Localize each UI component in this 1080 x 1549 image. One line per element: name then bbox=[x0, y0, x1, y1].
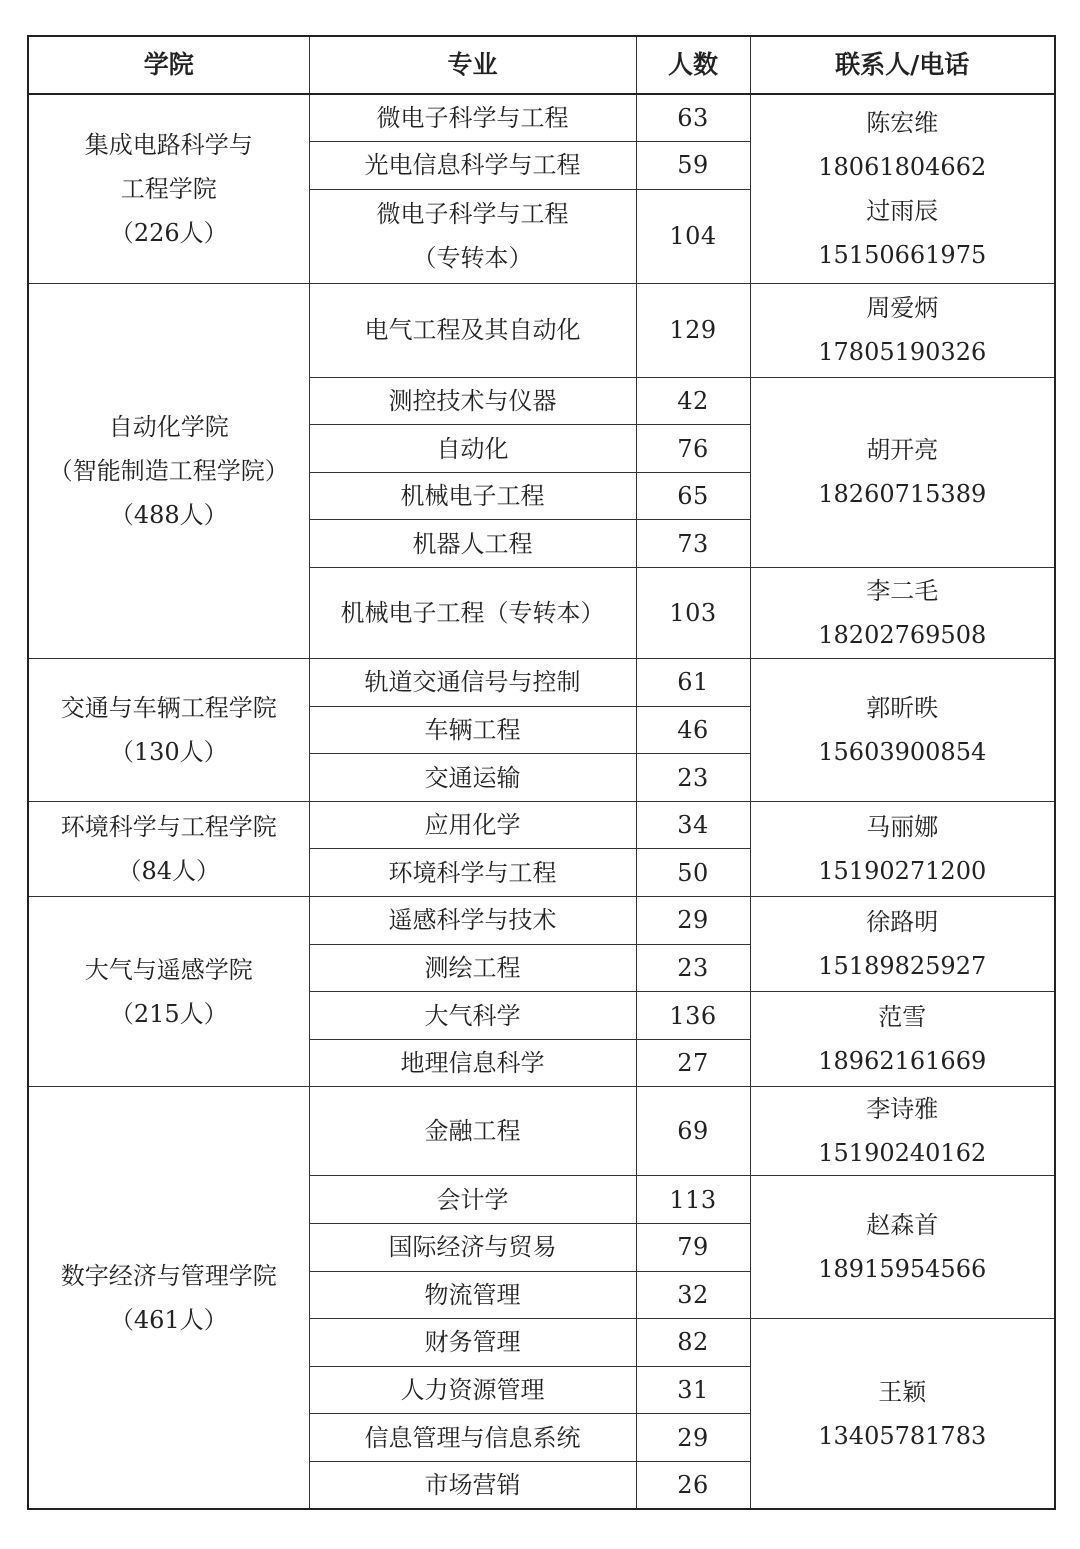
cell-line: 交通与车辆工程学院 bbox=[60, 693, 277, 722]
major-cell bbox=[309, 1366, 636, 1414]
count-cell: 82 bbox=[636, 1319, 750, 1367]
major-cell bbox=[309, 189, 636, 283]
cell-line: 范雪 bbox=[878, 1003, 927, 1032]
cell-line: 光电信息科学与工程 bbox=[364, 151, 581, 180]
major-cell bbox=[309, 142, 636, 190]
count-cell: 50 bbox=[636, 849, 750, 897]
cell-line: 机器人工程 bbox=[412, 529, 533, 558]
major-cell bbox=[309, 94, 636, 142]
count-cell: 104 bbox=[636, 189, 750, 283]
college-cell bbox=[28, 659, 309, 802]
cell-line: （智能制造工程学院） bbox=[48, 456, 289, 485]
major-cell bbox=[309, 1224, 636, 1272]
count-cell: 79 bbox=[636, 1224, 750, 1272]
table-body bbox=[28, 94, 1055, 1509]
cell-line: 物流管理 bbox=[424, 1280, 521, 1309]
cell-line: 集成电路科学与 bbox=[84, 130, 253, 159]
cell-line: 微电子科学与工程 bbox=[376, 104, 569, 133]
major-cell bbox=[309, 472, 636, 520]
cell-line: 18260715389 bbox=[818, 480, 987, 509]
major-cell bbox=[309, 1319, 636, 1367]
contact-cell bbox=[750, 1176, 1055, 1319]
contact-cell bbox=[750, 897, 1055, 992]
cell-line: （461人） bbox=[109, 1305, 228, 1334]
contact-cell bbox=[750, 801, 1055, 896]
header-major: 专业 bbox=[309, 36, 636, 94]
table-row bbox=[28, 94, 1055, 142]
major-cell bbox=[309, 283, 636, 377]
contact-cell bbox=[750, 1087, 1055, 1176]
cell-line: 机械电子工程 bbox=[400, 482, 545, 511]
major-cell bbox=[309, 1271, 636, 1319]
table-row bbox=[28, 659, 1055, 707]
cell-line: 陈宏维 bbox=[866, 108, 939, 137]
cell-line: 马丽娜 bbox=[866, 812, 939, 841]
cell-line: 工程学院 bbox=[120, 174, 217, 203]
count-cell: 32 bbox=[636, 1271, 750, 1319]
college-cell bbox=[28, 801, 309, 896]
major-cell bbox=[309, 377, 636, 425]
cell-line: （488人） bbox=[109, 500, 228, 529]
count-cell: 26 bbox=[636, 1461, 750, 1509]
contact-cell bbox=[750, 283, 1055, 377]
cell-line: 信息管理与信息系统 bbox=[364, 1423, 581, 1452]
count-cell: 61 bbox=[636, 659, 750, 707]
cell-line: 地理信息科学 bbox=[400, 1049, 545, 1078]
major-cell bbox=[309, 897, 636, 945]
cell-line: 市场营销 bbox=[424, 1471, 521, 1500]
major-cell bbox=[309, 1039, 636, 1087]
cell-line: 微电子科学与工程 bbox=[376, 200, 569, 229]
count-cell: 23 bbox=[636, 944, 750, 992]
table-row bbox=[28, 801, 1055, 849]
major-cell bbox=[309, 849, 636, 897]
college-cell bbox=[28, 1087, 309, 1509]
cell-line: 环境科学与工程 bbox=[388, 858, 557, 887]
college-cell bbox=[28, 94, 309, 283]
contact-cell bbox=[750, 992, 1055, 1087]
major-cell bbox=[309, 568, 636, 659]
cell-line: （215人） bbox=[109, 999, 228, 1028]
cell-line: （226人） bbox=[109, 218, 228, 247]
cell-line: 大气科学 bbox=[424, 1001, 521, 1030]
major-cell bbox=[309, 801, 636, 849]
major-cell bbox=[309, 1176, 636, 1224]
cell-line: 李诗雅 bbox=[866, 1095, 939, 1124]
cell-line: 数字经济与管理学院 bbox=[60, 1261, 277, 1290]
cell-line: 18202769508 bbox=[818, 621, 987, 650]
cell-line: 自动化 bbox=[436, 434, 509, 463]
count-cell: 136 bbox=[636, 992, 750, 1040]
cell-line: 17805190326 bbox=[818, 338, 987, 367]
cell-line: 18061804662 bbox=[818, 152, 987, 181]
header-row bbox=[28, 36, 1055, 94]
cell-line: 过雨辰 bbox=[866, 196, 939, 225]
college-cell bbox=[28, 897, 309, 1087]
major-cell bbox=[309, 1414, 636, 1462]
major-cell bbox=[309, 1461, 636, 1509]
cell-line: 国际经济与贸易 bbox=[388, 1233, 557, 1262]
count-cell: 103 bbox=[636, 568, 750, 659]
count-cell: 69 bbox=[636, 1087, 750, 1176]
table-row bbox=[28, 283, 1055, 377]
cell-line: 15603900854 bbox=[818, 737, 987, 766]
major-cell bbox=[309, 992, 636, 1040]
cell-line: 周爱炳 bbox=[866, 294, 939, 323]
cell-line: 环境科学与工程学院 bbox=[60, 812, 277, 841]
contact-cell bbox=[750, 94, 1055, 283]
cell-line: 电气工程及其自动化 bbox=[364, 316, 581, 345]
count-cell: 46 bbox=[636, 706, 750, 754]
count-cell: 29 bbox=[636, 1414, 750, 1462]
cell-line: 人力资源管理 bbox=[400, 1376, 545, 1405]
cell-line: 车辆工程 bbox=[424, 715, 521, 744]
contact-cell bbox=[750, 377, 1055, 567]
cell-line: 测绘工程 bbox=[424, 953, 521, 982]
count-cell: 63 bbox=[636, 94, 750, 142]
cell-line: 自动化学院 bbox=[108, 412, 229, 441]
cell-line: （84人） bbox=[117, 856, 221, 885]
cell-line: 财务管理 bbox=[424, 1328, 521, 1357]
cell-line: 13405781783 bbox=[818, 1421, 987, 1450]
header-college: 学院 bbox=[28, 36, 309, 94]
major-cell bbox=[309, 1087, 636, 1176]
count-cell: 29 bbox=[636, 897, 750, 945]
cell-line: 郭昕昳 bbox=[866, 693, 939, 722]
major-cell bbox=[309, 425, 636, 473]
major-cell bbox=[309, 706, 636, 754]
header-contact: 联系人/电话 bbox=[750, 36, 1055, 94]
count-cell: 113 bbox=[636, 1176, 750, 1224]
enrollment-table bbox=[27, 35, 1056, 1510]
contact-cell bbox=[750, 659, 1055, 802]
count-cell: 76 bbox=[636, 425, 750, 473]
cell-line: 18962161669 bbox=[818, 1047, 987, 1076]
college-cell bbox=[28, 283, 309, 658]
cell-line: 交通运输 bbox=[424, 763, 521, 792]
cell-line: （专转本） bbox=[412, 244, 533, 273]
cell-line: 15150661975 bbox=[818, 240, 987, 269]
contact-cell bbox=[750, 568, 1055, 659]
cell-line: 金融工程 bbox=[424, 1117, 521, 1146]
cell-line: 15190271200 bbox=[818, 856, 987, 885]
cell-line: 胡开亮 bbox=[866, 436, 939, 465]
cell-line: 机械电子工程（专转本） bbox=[340, 599, 605, 628]
cell-line: 应用化学 bbox=[424, 811, 521, 840]
cell-line: 15189825927 bbox=[818, 952, 987, 981]
cell-line: 徐路明 bbox=[866, 908, 939, 937]
cell-line: 李二毛 bbox=[866, 577, 939, 606]
major-cell bbox=[309, 520, 636, 568]
cell-line: 测控技术与仪器 bbox=[388, 386, 557, 415]
count-cell: 34 bbox=[636, 801, 750, 849]
table-row bbox=[28, 1087, 1055, 1176]
count-cell: 23 bbox=[636, 754, 750, 802]
header-count: 人数 bbox=[636, 36, 750, 94]
count-cell: 73 bbox=[636, 520, 750, 568]
cell-line: 15190240162 bbox=[818, 1139, 987, 1168]
cell-line: 王颖 bbox=[878, 1377, 927, 1406]
count-cell: 59 bbox=[636, 142, 750, 190]
contact-cell bbox=[750, 1319, 1055, 1509]
major-cell bbox=[309, 754, 636, 802]
count-cell: 129 bbox=[636, 283, 750, 377]
count-cell: 27 bbox=[636, 1039, 750, 1087]
count-cell: 65 bbox=[636, 472, 750, 520]
count-cell: 42 bbox=[636, 377, 750, 425]
major-cell bbox=[309, 944, 636, 992]
cell-line: 18915954566 bbox=[818, 1255, 987, 1284]
count-cell: 31 bbox=[636, 1366, 750, 1414]
table-row bbox=[28, 897, 1055, 945]
cell-line: 会计学 bbox=[436, 1185, 509, 1214]
major-cell bbox=[309, 659, 636, 707]
cell-line: 遥感科学与技术 bbox=[388, 906, 557, 935]
cell-line: 大气与遥感学院 bbox=[84, 955, 253, 984]
cell-line: （130人） bbox=[109, 737, 228, 766]
cell-line: 赵森首 bbox=[866, 1211, 939, 1240]
cell-line: 轨道交通信号与控制 bbox=[364, 668, 581, 697]
